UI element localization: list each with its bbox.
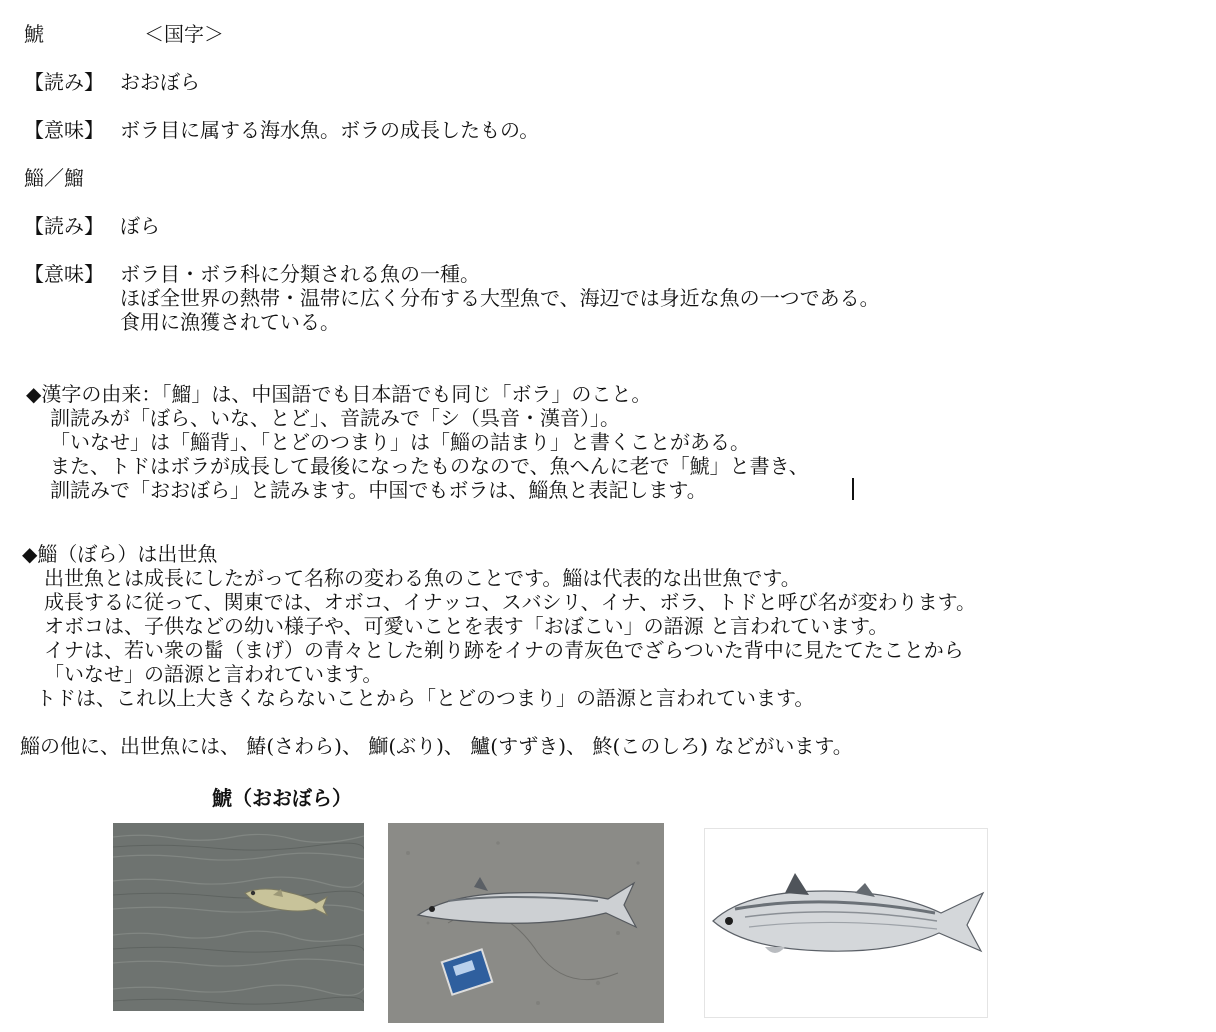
entry1-meaning-label: 【意味】 <box>24 118 104 142</box>
other-shusse-fish: 鯔の他に、出世魚には、 鰆(さわら)、 鰤(ぶり)、 鱸(すずき)、 鮗(このしろ) などがいます。 <box>20 734 853 758</box>
photo-caption: 鯱（おおぼら） <box>212 786 352 810</box>
entry2-meaning-line-2: ほぼ全世界の熱帯・温帯に広く分布する大型魚で、海辺では身近な魚の一つである。 <box>120 286 880 310</box>
shusse-line-6: トドは、これ以上大きくならないことから「とどのつまり」の語源と言われています。 <box>36 686 815 710</box>
entry1-heading <box>24 22 224 46</box>
entry2-meaning-line-3: 食用に漁獲されている。 <box>120 310 340 334</box>
origin-line-3: 「いなせ」は「鯔背」、「とどのつまり」は「鯔の詰まり」と書くことがある。 <box>50 430 750 454</box>
entry2-reading-label: 【読み】 <box>24 214 104 238</box>
origin-line-4: また、トドはボラが成長して最後になったものなので、魚へんに老で「鯱」と書き、 <box>50 454 809 478</box>
origin-line-5: 訓読みで「おおぼら」と読みます。中国でもボラは、鯔魚と表記します。 <box>50 478 707 502</box>
entry1-note: ＜国字＞ <box>144 22 224 46</box>
entry2-reading-row <box>24 214 160 238</box>
entry2-meaning-label: 【意味】 <box>24 262 104 286</box>
shusse-heading: ◆鯔（ぼら）は出世魚 <box>22 542 218 566</box>
entry1-kanji: 鯱 <box>24 22 44 46</box>
entry1-meaning: ボラ目に属する海水魚。ボラの成長したもの。 <box>120 118 540 142</box>
photo-fish-jumping <box>113 823 364 1011</box>
entry1-reading-row <box>24 70 200 94</box>
entry1-reading: おおぼら <box>120 70 200 94</box>
origin-line-2: 訓読みが「ぼら、いな、とど」、音読みで「シ（呉音・漢音）」。 <box>50 406 620 430</box>
shusse-line-1: 出世魚とは成長にしたがって名称の変わる魚のことです。鯔は代表的な出世魚です。 <box>44 566 801 590</box>
entry2-meaning-row <box>24 262 480 286</box>
entry2-meaning-line-1: ボラ目・ボラ科に分類される魚の一種。 <box>120 262 480 286</box>
shusse-line-3: オボコは、子供などの幼い様子や、可愛いことを表す「おぼこい」の語源 と言われています。 <box>44 614 889 638</box>
shusse-line-4: イナは、若い衆の髷（まげ）の青々とした剃り跡をイナの青灰色でざらついた背中に見たてたことから <box>44 638 964 662</box>
entry2-heading: 鯔／鰡 <box>24 166 84 190</box>
text-cursor <box>852 478 854 500</box>
photo-fish-on-concrete <box>388 823 664 1023</box>
photo-fish-white <box>704 828 988 1018</box>
shusse-line-2: 成長するに従って、関東では、オボコ、イナッコ、スバシリ、イナ、ボラ、トドと呼び名が変わります。 <box>44 590 976 614</box>
shusse-line-5: 「いなせ」の語源と言われています。 <box>44 662 383 686</box>
entry1-reading-label: 【読み】 <box>24 70 104 94</box>
origin-line-1: ◆漢字の由来：「鰡」は、中国語でも日本語でも同じ「ボラ」のこと。 <box>26 382 652 406</box>
entry2-reading: ぼら <box>120 214 160 238</box>
entry1-meaning-row <box>24 118 539 142</box>
